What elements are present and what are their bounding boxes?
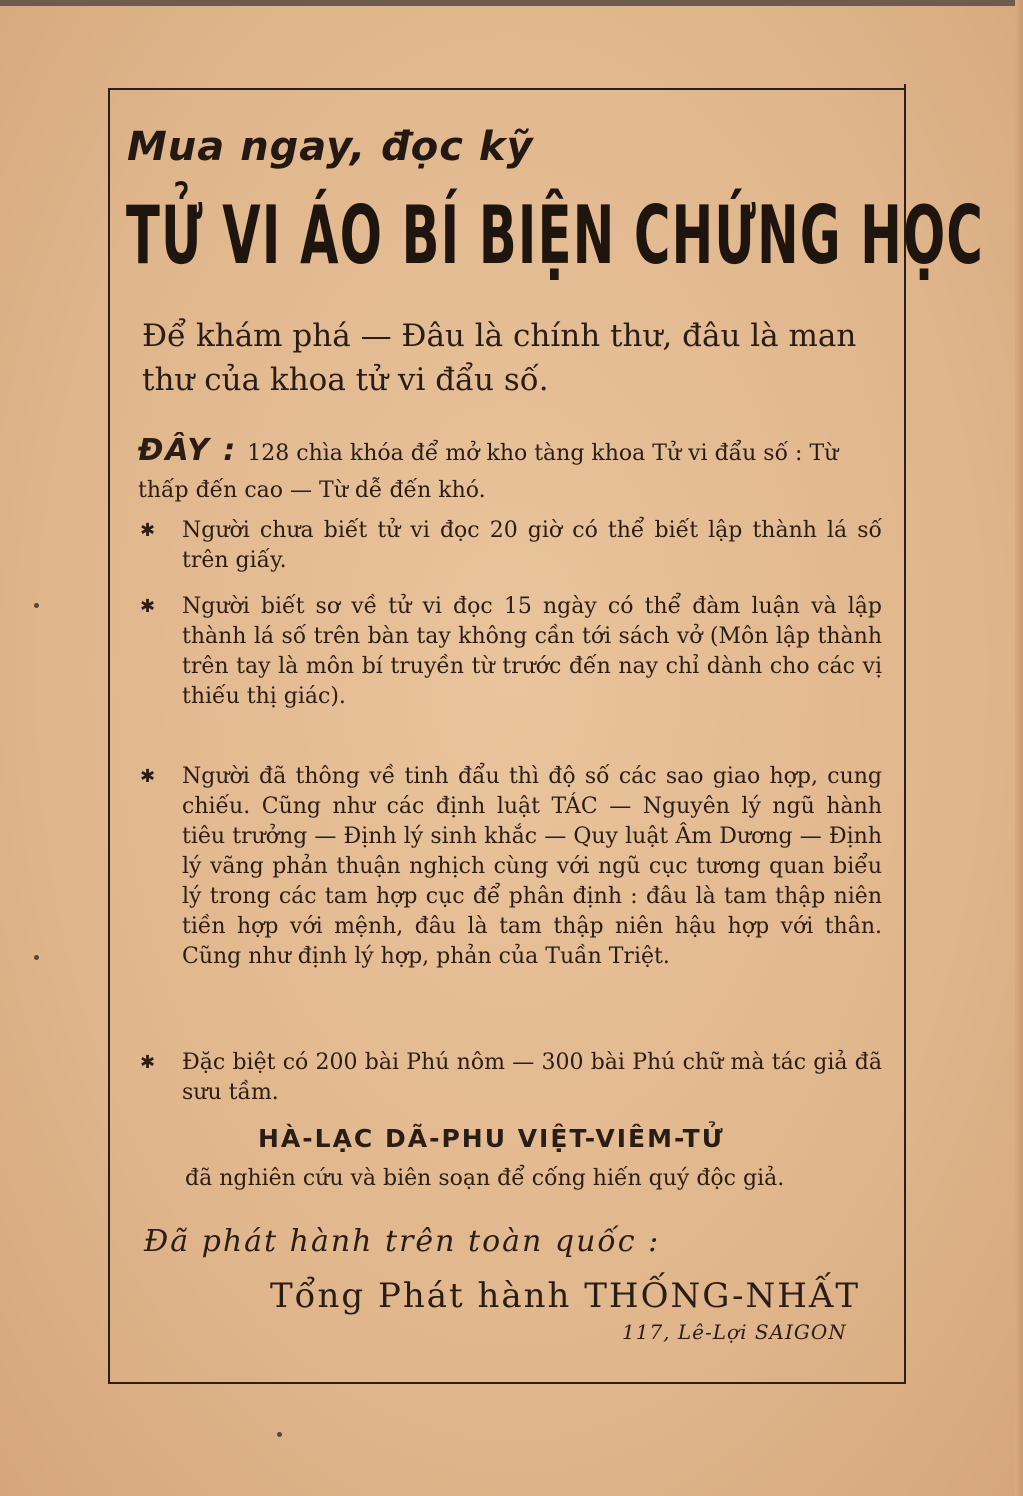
star-icon: ✱ [140, 766, 156, 787]
bullet-text: Người đã thông về tinh đẩu thì độ số các sao giao hợp, cung chiếu. Cũng như các định luật TÁC — Nguyên lý ngũ hành tiêu trưởng — Định lý sinh khắc — Quy luật Âm Dương — Định lý vãng phản thuận nghịch cùng với ngũ cục tương quan biểu lý trong các tam hợp cục để phân định : đâu là tam thập niên tiền hợp với mệnh, đâu là tam thập niên hậu hợp với thân. Cũng như định lý hợp, phản của Tuần Triệt. [182, 764, 882, 969]
star-icon: ✱ [140, 596, 156, 617]
bullet-item [140, 516, 882, 576]
release-notice: Đã phát hành trên toàn quốc : [144, 1224, 661, 1259]
author-name: HÀ-LẠC DÃ-PHU VIỆT-VIÊM-TỬ [258, 1124, 725, 1153]
bullet-text: Đặc biệt có 200 bài Phú nôm — 300 bài Phú chữ mà tác giả đã sưu tầm. [182, 1050, 882, 1105]
bullet-item [140, 762, 882, 972]
day-text: 128 chìa khóa để mở kho tàng khoa Tử vi đẩu số : Từ thấp đến cao — Từ dễ đến khó. [138, 441, 839, 503]
star-icon: ✱ [140, 1052, 156, 1073]
book-title: TỬ VI ÁO BÍ BIỆN CHỨNG HỌC [126, 189, 985, 282]
ad-border-corner [904, 84, 906, 92]
bullet-item [140, 592, 882, 712]
intro-text: Để khám phá — Đâu là chính thư, đâu là man thư của khoa tử vi đẩu số. [142, 318, 857, 398]
distributor-name: Tổng Phát hành THỐNG-NHẤT [270, 1276, 861, 1316]
bullet-item [140, 1048, 882, 1108]
bullet-text: Người chưa biết tử vi đọc 20 giờ có thể biết lập thành lá số trên giấy. [182, 518, 882, 573]
paper-speck [34, 955, 39, 960]
distributor-address: 117, Lê-Lợi SAIGON [622, 1320, 847, 1344]
paper-speck [34, 603, 39, 608]
star-icon: ✱ [140, 520, 156, 541]
page-top-edge [0, 0, 1023, 6]
paper-speck [277, 1432, 282, 1437]
buy-now-heading: Mua ngay, đọc kỹ [127, 124, 534, 170]
day-label: ĐÂY : [138, 433, 238, 468]
day-paragraph [138, 432, 883, 509]
author-dedication: đã nghiên cứu và biên soạn để cống hiến quý độc giả. [185, 1166, 785, 1191]
page-right-edge [1015, 0, 1023, 1496]
bullet-text: Người biết sơ về tử vi đọc 15 ngày có thể đàm luận và lập thành lá số trên bàn tay không cần tới sách vở (Môn lập thành trên tay là môn bí truyền từ trước đến nay chỉ dành cho các vị thiếu thị giác). [182, 594, 882, 709]
